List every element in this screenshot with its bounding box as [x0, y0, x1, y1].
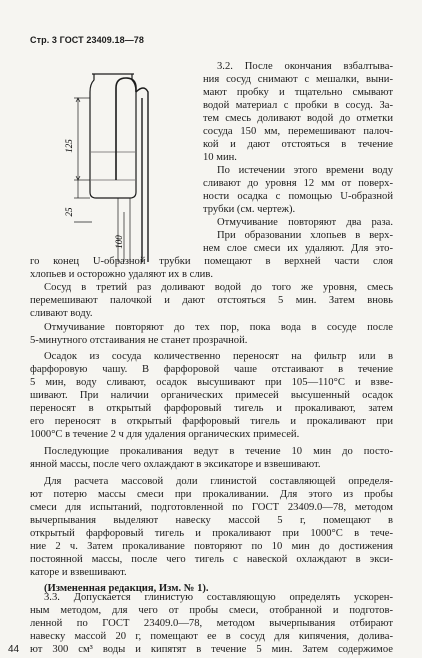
paragraph-line: Отмучивание повторяют до тех пор, пока вода в сосуде после — [44, 322, 393, 333]
paragraph-line: го конец U-образной трубки помещают в верхней части слоя — [30, 256, 393, 267]
dimension-125-label: 125 — [64, 139, 74, 153]
paragraph-line: ют потерю массы смеси при прокаливании. Для этого из пробы — [30, 489, 393, 500]
paragraph-line: сливают до уровня 12 мм от поверх- — [203, 178, 393, 189]
amendment-note: (Измененная редакция, Изм. № 1). — [44, 583, 209, 594]
dimension-100-label: 100 — [114, 235, 124, 249]
paragraph-line: 10 мин. — [203, 152, 237, 163]
paragraph-line: хлопьев и осторожно удаляют их в слив. — [30, 269, 213, 280]
paragraph-line: Осадок из сосуда количественно переносят на фильтр или в — [44, 351, 393, 362]
paragraph-line: тем смесь доливают водой до отметки — [203, 113, 393, 124]
u-tube — [116, 78, 136, 180]
vessel-u-tube-figure — [38, 62, 178, 262]
paragraph-line: ние 2 ч. Затем прокаливание повторяют по 10 мин до достижения — [30, 541, 393, 552]
paragraph-line: Сосуд в третий раз доливают водой до того же уровня, смесь — [44, 282, 393, 293]
paragraph-line: ния сосуд снимают с мешалки, выни- — [203, 74, 393, 85]
paragraph-line: ют 300 см³ воды и кипятят в течение 5 мин. Затем содержимое — [30, 644, 393, 655]
paragraph-line: шивают. При наличии органических примесей высушенный осадок — [30, 390, 393, 401]
page-header: Стр. 3 ГОСТ 23409.18—78 — [30, 35, 145, 45]
paragraph-line: постоянной массы, после чего тигель с навеской охлаждают в экси- — [30, 554, 393, 565]
paragraph-line: мают пробку и тщательно смывают — [203, 87, 393, 98]
paragraph-line: ным методом, для чего от пробы смеси, отобранной и подготов- — [30, 605, 393, 616]
paragraph-line: 3.3. Допускается глинистую составляющую определять ускорен- — [44, 592, 393, 603]
paragraph-line: сосуда 150 мм, перемешивают палоч- — [203, 126, 393, 137]
paragraph-line: навеску массой 20 г, помещают ее в сосуд для кипячения, долива- — [30, 631, 393, 642]
paragraph-line: 5-минутного отстаивания не станет прозрачной. — [30, 335, 248, 346]
paragraph-line: вычерпывания выделяют навеску массой 5 г, помещают в — [30, 515, 393, 526]
paragraph-line: смеси для испытаний, подготовленной по ГОСТ 23409.0—78, методом — [30, 502, 393, 513]
paragraph-line: При образовании хлопьев в верх- — [217, 230, 393, 241]
paragraph-line: 3.2. После окончания взбалтыва- — [217, 61, 393, 72]
paragraph-line: сливают воду. — [30, 308, 93, 319]
paragraph-line: ленной по ГОСТ 23409.0—78, методом вычерпывания отбирают — [30, 618, 393, 629]
paragraph-line: янной массы, после чего охлаждают в эксикаторе и взвешивают. — [30, 459, 321, 470]
paragraph-line: Для расчета массовой доли глинистой составляющей определя- — [44, 476, 393, 487]
paragraph-line: водой материал с пробки в сосуд. За- — [203, 100, 393, 111]
paragraph-line: фарфоровую чашу. В фарфоровой чаше отстаивают в течение — [30, 364, 393, 375]
page-number: 44 — [8, 644, 20, 655]
paragraph-line: Отмучивание повторяют два раза. — [217, 217, 393, 228]
paragraph-line: кой и дают отстояться в течение — [203, 139, 393, 150]
paragraph-line: его переносят в открытый фарфоровый тигель и прокаливают при — [30, 416, 393, 427]
paragraph-line: Последующие прокаливания ведут в течение 10 мин до посто- — [44, 446, 393, 457]
dimension-25-label: 25 — [64, 207, 74, 217]
paragraph-line: 5 мин, воду сливают, осадок высушивают при 105—110°С и взве- — [30, 377, 393, 388]
paragraph-line: нем слое смеси их удаляют. Для это- — [203, 243, 393, 254]
paragraph-line: трубки (см. чертеж). — [203, 204, 296, 215]
paragraph-line: По истечении этого времени воду — [217, 165, 393, 176]
paragraph-line: перемешивают палочкой и дают отстояться 5 мин. Затем вновь — [30, 295, 393, 306]
paragraph-line: каторе и взвешивают. — [30, 567, 127, 578]
paragraph-line: ности осадка с помощью U-образной — [203, 191, 393, 202]
vessel-outline — [90, 74, 136, 198]
paragraph-line: открытый фарфоровый тигель и прокаливают при 1000°С в тече- — [30, 528, 393, 539]
paragraph-line: переносят в открытый фарфоровый тигель и прокаливают, затем — [30, 403, 393, 414]
paragraph-line: 1000°С в течение 2 ч для удаления органических примесей. — [30, 429, 300, 440]
